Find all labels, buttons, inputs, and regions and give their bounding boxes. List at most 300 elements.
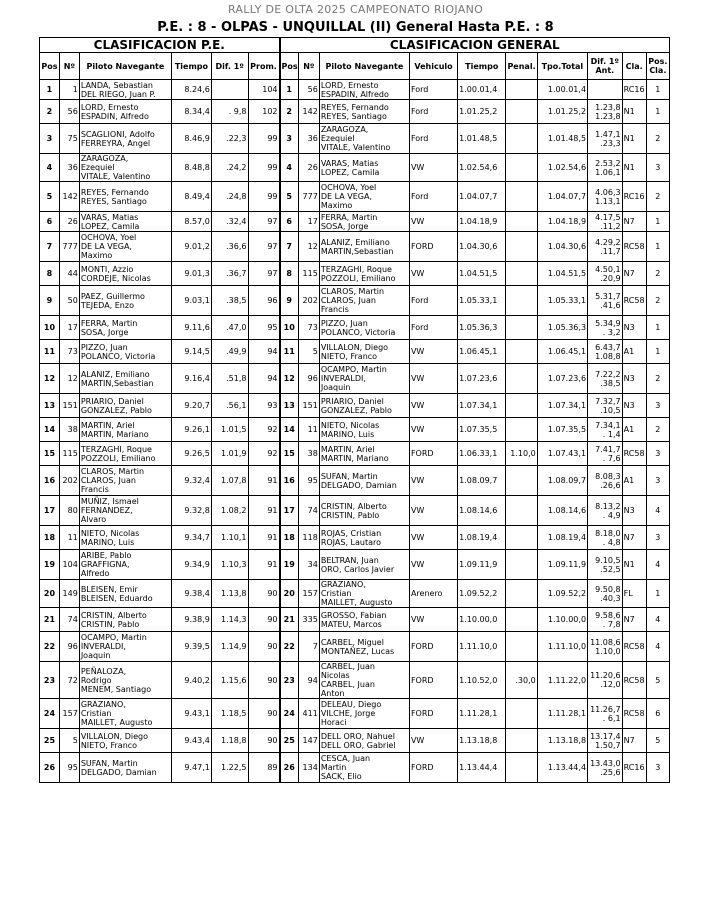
- gen-vehiculo: Ford: [409, 182, 457, 212]
- gen-tiempo: 1.04.30,6: [458, 232, 506, 262]
- gen-piloto: TERZAGHI, Roque POZZOLI, Emiliano: [319, 262, 409, 286]
- pe-num: 72: [59, 662, 79, 699]
- gen-total: 1.02.54,6: [537, 154, 587, 182]
- gen-num: 335: [298, 608, 319, 632]
- gen-vehiculo: FORD: [409, 232, 457, 262]
- table-row: [40, 442, 670, 466]
- pe-pos: 7: [40, 232, 60, 262]
- pe-dif: 1.22,5: [211, 753, 248, 783]
- pe-pos: 9: [40, 286, 60, 316]
- gen-total: 1.06.45,1: [537, 340, 587, 364]
- gen-num: 411: [298, 699, 319, 729]
- gen-total: 1.04.18,9: [537, 212, 587, 232]
- pe-tiempo: 9.34,7: [172, 526, 212, 550]
- pe-tiempo: 9.38,9: [172, 608, 212, 632]
- gen-tiempo: 1.04.07,7: [458, 182, 506, 212]
- gen-num: 157: [298, 580, 319, 608]
- col-dif-ant: Dif. 1º Ant.: [588, 53, 623, 80]
- pe-tiempo: 8.48,8: [172, 154, 212, 182]
- col-dif1: Dif. 1º: [211, 53, 248, 80]
- gen-vehiculo: Ford: [409, 286, 457, 316]
- gen-tiempo: 1.08.14,6: [458, 496, 506, 526]
- gen-tiempo: 1.09.52,2: [458, 580, 506, 608]
- gen-penal: [506, 232, 537, 262]
- gen-dif-ant: 11.26,7 . 6,1: [588, 699, 623, 729]
- gen-penal: [506, 262, 537, 286]
- gen-num: 73: [298, 316, 319, 340]
- pe-pos: 6: [40, 212, 60, 232]
- pe-tiempo: 8.24,6: [172, 80, 212, 100]
- pe-pos: 14: [40, 418, 60, 442]
- gen-pos-cla: 2: [646, 364, 669, 394]
- pe-num: 75: [59, 124, 79, 154]
- pe-piloto: BLEISEN, Emir BLEISEN, Eduardo: [79, 580, 171, 608]
- section-pe-header: CLASIFICACION P.E.: [40, 38, 280, 53]
- pe-dif: 1.07,8: [211, 466, 248, 496]
- gen-total: 1.07.23,6: [537, 364, 587, 394]
- pe-dif: .24,8: [211, 182, 248, 212]
- pe-num: 202: [59, 466, 79, 496]
- gen-total: 1.09.11,9: [537, 550, 587, 580]
- pe-pos: 13: [40, 394, 60, 418]
- gen-num: 151: [298, 394, 319, 418]
- col-vehiculo: Vehiculo: [409, 53, 457, 80]
- gen-piloto: GROSSO, Fabian MATEU, Marcos: [319, 608, 409, 632]
- gen-tiempo: 1.04.18,9: [458, 212, 506, 232]
- gen-penal: [506, 286, 537, 316]
- pe-dif: .24,2: [211, 154, 248, 182]
- col-piloto: Piloto Navegante: [79, 53, 171, 80]
- pe-dif: 1.14,3: [211, 608, 248, 632]
- pe-tiempo: 9.01,2: [172, 232, 212, 262]
- pe-prom: 102: [248, 100, 280, 124]
- pe-pos: 16: [40, 466, 60, 496]
- gen-dif-ant: 7.34,1 . 1,4: [588, 418, 623, 442]
- gen-penal: [506, 729, 537, 753]
- gen-tiempo: 1.04.51,5: [458, 262, 506, 286]
- pe-dif: .51,8: [211, 364, 248, 394]
- gen-penal: [506, 608, 537, 632]
- gen-dif-ant: 2.53,2 1.06,1: [588, 154, 623, 182]
- gen-vehiculo: VW: [409, 550, 457, 580]
- pe-pos: 20: [40, 580, 60, 608]
- pe-piloto: OCHOVA, Yoel DE LA VEGA, Maximo: [79, 232, 171, 262]
- gen-cla: N7: [622, 212, 646, 232]
- pe-num: 17: [59, 316, 79, 340]
- gen-pos-cla: 1: [646, 340, 669, 364]
- gen-cla: N7: [622, 729, 646, 753]
- gen-tiempo: 1.02.54,6: [458, 154, 506, 182]
- gen-pos-cla: 3: [646, 526, 669, 550]
- pe-pos: 25: [40, 729, 60, 753]
- pe-tiempo: 9.47,1: [172, 753, 212, 783]
- gen-penal: [506, 182, 537, 212]
- gen-penal: [506, 632, 537, 662]
- gen-vehiculo: Ford: [409, 80, 457, 100]
- gen-cla: N3: [622, 364, 646, 394]
- pe-dif: 1.18,5: [211, 699, 248, 729]
- gen-cla: A1: [622, 418, 646, 442]
- gen-tiempo: 1.08.09,7: [458, 466, 506, 496]
- gen-num: 147: [298, 729, 319, 753]
- pe-dif: 1.15,6: [211, 662, 248, 699]
- gen-penal: [506, 526, 537, 550]
- gen-penal: [506, 100, 537, 124]
- table-row: [40, 550, 670, 580]
- gen-total: 1.00.01,4: [537, 80, 587, 100]
- pe-prom: 93: [248, 394, 280, 418]
- pe-tiempo: 9.40,2: [172, 662, 212, 699]
- gen-pos-cla: 4: [646, 632, 669, 662]
- gen-cla: N3: [622, 316, 646, 340]
- pe-dif: 1.01,5: [211, 418, 248, 442]
- gen-pos: 20: [280, 580, 299, 608]
- pe-piloto: TERZAGHI, Roque POZZOLI, Emiliano: [79, 442, 171, 466]
- pe-num: 74: [59, 608, 79, 632]
- gen-pos-cla: 3: [646, 442, 669, 466]
- pe-num: 95: [59, 753, 79, 783]
- gen-total: 1.08.14,6: [537, 496, 587, 526]
- pe-pos: 2: [40, 100, 60, 124]
- gen-pos-cla: 2: [646, 286, 669, 316]
- pe-dif: 1.08,2: [211, 496, 248, 526]
- gen-tiempo: 1.01.25,2: [458, 100, 506, 124]
- gen-pos-cla: 4: [646, 608, 669, 632]
- pe-pos: 22: [40, 632, 60, 662]
- col-gen-pos: Pos: [280, 53, 299, 80]
- gen-num: 34: [298, 550, 319, 580]
- gen-dif-ant: 7.22,2 .38,5: [588, 364, 623, 394]
- gen-dif-ant: 5.34,9 . 3,2: [588, 316, 623, 340]
- gen-piloto: NIETO, Nicolas MARINO, Luis: [319, 418, 409, 442]
- pe-prom: 91: [248, 466, 280, 496]
- stage-subtitle: P.E. : 8 - OLPAS - UNQUILLAL (II) General Hasta P.E. : 8: [157, 20, 554, 35]
- pe-piloto: REYES, Fernando REYES, Santiago: [79, 182, 171, 212]
- gen-piloto: MARTIN, Ariel MARTIN, Mariano: [319, 442, 409, 466]
- table-row: [40, 526, 670, 550]
- event-title: RALLY DE OLTA 2025 CAMPEONATO RIOJANO: [227, 3, 484, 16]
- col-gen-piloto: Piloto Navegante: [319, 53, 409, 80]
- pe-dif: .32,4: [211, 212, 248, 232]
- gen-penal: [506, 466, 537, 496]
- pe-pos: 8: [40, 262, 60, 286]
- gen-total: 1.11.22,0: [537, 662, 587, 699]
- pe-prom: 90: [248, 699, 280, 729]
- gen-pos-cla: 1: [646, 100, 669, 124]
- col-penal: Penal.: [506, 53, 537, 80]
- pe-piloto: ARIBE, Pablo GRAFFIGNA, Alfredo: [79, 550, 171, 580]
- pe-prom: 94: [248, 364, 280, 394]
- gen-penal: [506, 80, 537, 100]
- pe-prom: 90: [248, 580, 280, 608]
- gen-penal: [506, 699, 537, 729]
- pe-prom: 99: [248, 154, 280, 182]
- gen-vehiculo: FORD: [409, 662, 457, 699]
- gen-penal: .30,0: [506, 662, 537, 699]
- gen-dif-ant: 11.20,6 .12,0: [588, 662, 623, 699]
- gen-pos: 25: [280, 729, 299, 753]
- pe-prom: 90: [248, 662, 280, 699]
- gen-pos: 7: [280, 232, 299, 262]
- pe-dif: 1.10,1: [211, 526, 248, 550]
- gen-dif-ant: 6.43,7 1.08,8: [588, 340, 623, 364]
- pe-pos: 12: [40, 364, 60, 394]
- pe-prom: 90: [248, 608, 280, 632]
- section-general-header: CLASIFICACION GENERAL: [280, 38, 670, 53]
- gen-total: 1.04.51,5: [537, 262, 587, 286]
- table-row: [40, 608, 670, 632]
- pe-tiempo: 8.46,9: [172, 124, 212, 154]
- pe-prom: 92: [248, 418, 280, 442]
- gen-cla: N3: [622, 394, 646, 418]
- pe-piloto: CLAROS, Martin CLAROS, Juan Francis: [79, 466, 171, 496]
- pe-prom: 91: [248, 550, 280, 580]
- pe-prom: 99: [248, 182, 280, 212]
- pe-num: 96: [59, 632, 79, 662]
- gen-dif-ant: 4.17,5 .11,2: [588, 212, 623, 232]
- pe-pos: 24: [40, 699, 60, 729]
- gen-pos-cla: 3: [646, 394, 669, 418]
- pe-prom: 91: [248, 526, 280, 550]
- pe-tiempo: 8.49,4: [172, 182, 212, 212]
- results-table: [39, 37, 670, 783]
- pe-piloto: SUFAN, Martin DELGADO, Damian: [79, 753, 171, 783]
- gen-total: 1.08.09,7: [537, 466, 587, 496]
- pe-piloto: PAEZ, Guillermo TEJEDA, Enzo: [79, 286, 171, 316]
- table-row: [40, 394, 670, 418]
- gen-total: 1.13.18,8: [537, 729, 587, 753]
- gen-piloto: CRISTIN, Alberto CRISTIN, Pablo: [319, 496, 409, 526]
- gen-vehiculo: VW: [409, 496, 457, 526]
- gen-piloto: LORD, Ernesto ESPADIN, Alfredo: [319, 80, 409, 100]
- gen-cla: N1: [622, 100, 646, 124]
- pe-pos: 23: [40, 662, 60, 699]
- pe-prom: 99: [248, 124, 280, 154]
- gen-num: 142: [298, 100, 319, 124]
- gen-pos: 18: [280, 526, 299, 550]
- gen-num: 777: [298, 182, 319, 212]
- gen-vehiculo: VW: [409, 418, 457, 442]
- gen-piloto: VARAS, Matias LOPEZ, Camila: [319, 154, 409, 182]
- gen-pos-cla: 3: [646, 753, 669, 783]
- pe-pos: 26: [40, 753, 60, 783]
- gen-pos-cla: 4: [646, 550, 669, 580]
- pe-tiempo: 9.14,5: [172, 340, 212, 364]
- gen-pos: 26: [280, 753, 299, 783]
- gen-penal: [506, 753, 537, 783]
- gen-pos-cla: 1: [646, 580, 669, 608]
- table-row: [40, 316, 670, 340]
- pe-num: 12: [59, 364, 79, 394]
- pe-tiempo: 9.43,4: [172, 729, 212, 753]
- table-row: [40, 212, 670, 232]
- gen-pos-cla: 1: [646, 316, 669, 340]
- gen-piloto: GRAZIANO, Cristian MAILLET, Augusto: [319, 580, 409, 608]
- gen-tiempo: 1.05.33,1: [458, 286, 506, 316]
- table-row: [40, 124, 670, 154]
- col-pos: Pos: [40, 53, 60, 80]
- pe-tiempo: 9.20,7: [172, 394, 212, 418]
- pe-pos: 11: [40, 340, 60, 364]
- pe-pos: 1: [40, 80, 60, 100]
- pe-num: 11: [59, 526, 79, 550]
- pe-pos: 21: [40, 608, 60, 632]
- pe-prom: 97: [248, 212, 280, 232]
- gen-dif-ant: 4.06,3 1.13,1: [588, 182, 623, 212]
- gen-pos-cla: 6: [646, 699, 669, 729]
- gen-tiempo: 1.00.01,4: [458, 80, 506, 100]
- gen-vehiculo: VW: [409, 262, 457, 286]
- gen-penal: 1.10,0: [506, 442, 537, 466]
- gen-pos: 2: [280, 100, 299, 124]
- gen-tiempo: 1.13.44,4: [458, 753, 506, 783]
- col-cla: Cla.: [622, 53, 646, 80]
- gen-vehiculo: FORD: [409, 632, 457, 662]
- pe-piloto: OCAMPO, Martin INVERALDI, Joaquin: [79, 632, 171, 662]
- gen-tiempo: 1.13.18,8: [458, 729, 506, 753]
- gen-piloto: BELTRAN, Juan ORO, Carlos Javier: [319, 550, 409, 580]
- pe-piloto: VILLALON, Diego NIETO, Franco: [79, 729, 171, 753]
- pe-piloto: CRISTIN, Alberto CRISTIN, Pablo: [79, 608, 171, 632]
- gen-pos: 16: [280, 466, 299, 496]
- gen-tiempo: 1.07.34,1: [458, 394, 506, 418]
- gen-pos-cla: 3: [646, 466, 669, 496]
- gen-pos: 1: [280, 80, 299, 100]
- pe-tiempo: 9.34,9: [172, 550, 212, 580]
- table-row: [40, 632, 670, 662]
- gen-num: 17: [298, 212, 319, 232]
- col-tiempo: Tiempo: [172, 53, 212, 80]
- pe-piloto: PEÑALOZA, Rodrigo MENEM, Santiago: [79, 662, 171, 699]
- gen-total: 1.05.36,3: [537, 316, 587, 340]
- gen-vehiculo: VW: [409, 466, 457, 496]
- gen-pos: 3: [280, 124, 299, 154]
- gen-dif-ant: 1.23,8 1.23,8: [588, 100, 623, 124]
- gen-penal: [506, 124, 537, 154]
- pe-dif: .36,7: [211, 262, 248, 286]
- gen-cla: N1: [622, 124, 646, 154]
- gen-pos-cla: 2: [646, 124, 669, 154]
- gen-piloto: ZARAGOZA, Ezequiel VITALE, Valentino: [319, 124, 409, 154]
- gen-tiempo: 1.10.00,0: [458, 608, 506, 632]
- pe-prom: 95: [248, 316, 280, 340]
- gen-dif-ant: 9.50,8 .40,3: [588, 580, 623, 608]
- gen-cla: N7: [622, 526, 646, 550]
- pe-piloto: PIZZO, Juan POLANCO, Victoria: [79, 340, 171, 364]
- gen-dif-ant: 9.10,5 .52,5: [588, 550, 623, 580]
- pe-dif: 1.13,8: [211, 580, 248, 608]
- col-num: Nº: [59, 53, 79, 80]
- table-row: [40, 729, 670, 753]
- gen-total: 1.07.43,1: [537, 442, 587, 466]
- table-row: [40, 100, 670, 124]
- pe-num: 44: [59, 262, 79, 286]
- pe-dif: 1.18,8: [211, 729, 248, 753]
- pe-prom: 92: [248, 442, 280, 466]
- gen-pos: 23: [280, 662, 299, 699]
- gen-total: 1.13.44,4: [537, 753, 587, 783]
- table-row: [40, 418, 670, 442]
- gen-pos: 12: [280, 364, 299, 394]
- gen-tiempo: 1.07.23,6: [458, 364, 506, 394]
- gen-penal: [506, 394, 537, 418]
- gen-penal: [506, 316, 537, 340]
- table-row: [40, 496, 670, 526]
- pe-piloto: NIETO, Nicolas MARINO, Luis: [79, 526, 171, 550]
- gen-piloto: VILLALON, Diego NIETO, Franco: [319, 340, 409, 364]
- pe-num: 36: [59, 154, 79, 182]
- pe-prom: 90: [248, 632, 280, 662]
- pe-prom: 104: [248, 80, 280, 100]
- gen-vehiculo: FORD: [409, 442, 457, 466]
- pe-dif: .36,6: [211, 232, 248, 262]
- gen-num: 96: [298, 364, 319, 394]
- gen-pos: 21: [280, 608, 299, 632]
- gen-tiempo: 1.06.45,1: [458, 340, 506, 364]
- pe-dif: .22,3: [211, 124, 248, 154]
- gen-num: 26: [298, 154, 319, 182]
- gen-piloto: REYES, Fernando REYES, Santiago: [319, 100, 409, 124]
- pe-piloto: SCAGLIONI, Adolfo FERREYRA, Angel: [79, 124, 171, 154]
- pe-tiempo: 9.01,3: [172, 262, 212, 286]
- pe-piloto: MARTIN, Ariel MARTIN, Mariano: [79, 418, 171, 442]
- gen-piloto: DELEAU, Diego VILCHE, Jorge Horaci: [319, 699, 409, 729]
- pe-piloto: GRAZIANO, Cristian MAILLET, Augusto: [79, 699, 171, 729]
- gen-piloto: CARBEL, Miguel MONTAÑEZ, Lucas: [319, 632, 409, 662]
- gen-dif-ant: 13.17,4 1.50,7: [588, 729, 623, 753]
- table-row: [40, 232, 670, 262]
- pe-num: 149: [59, 580, 79, 608]
- gen-vehiculo: VW: [409, 526, 457, 550]
- gen-pos: 10: [280, 316, 299, 340]
- pe-num: 26: [59, 212, 79, 232]
- gen-vehiculo: VW: [409, 340, 457, 364]
- gen-cla: N1: [622, 154, 646, 182]
- table-row: [40, 364, 670, 394]
- gen-tiempo: 1.11.28,1: [458, 699, 506, 729]
- pe-tiempo: 9.16,4: [172, 364, 212, 394]
- pe-prom: 96: [248, 286, 280, 316]
- gen-penal: [506, 340, 537, 364]
- gen-cla: RC16: [622, 182, 646, 212]
- pe-piloto: LANDA, Sebastian DEL RIEGO, Juan P.: [79, 80, 171, 100]
- pe-pos: 19: [40, 550, 60, 580]
- pe-prom: 90: [248, 729, 280, 753]
- pe-num: 50: [59, 286, 79, 316]
- pe-tiempo: 9.38,4: [172, 580, 212, 608]
- gen-cla: RC58: [622, 699, 646, 729]
- pe-prom: 94: [248, 340, 280, 364]
- gen-penal: [506, 154, 537, 182]
- gen-cla: FL: [622, 580, 646, 608]
- col-gen-tiempo: Tiempo: [458, 53, 506, 80]
- pe-pos: 18: [40, 526, 60, 550]
- gen-pos-cla: 5: [646, 729, 669, 753]
- gen-total: 1.04.07,7: [537, 182, 587, 212]
- gen-dif-ant: 13.43,0 .25,6: [588, 753, 623, 783]
- gen-total: 1.01.25,2: [537, 100, 587, 124]
- gen-pos: 11: [280, 340, 299, 364]
- table-row: [40, 154, 670, 182]
- gen-total: 1.10.00,0: [537, 608, 587, 632]
- gen-cla: N1: [622, 550, 646, 580]
- table-row: [40, 340, 670, 364]
- pe-dif: . 9,8: [211, 100, 248, 124]
- table-row: [40, 466, 670, 496]
- pe-piloto: PRIARIO, Daniel GONZALEZ, Pablo: [79, 394, 171, 418]
- gen-piloto: CESCA, Juan Martin SACK, Elio: [319, 753, 409, 783]
- gen-total: 1.11.28,1: [537, 699, 587, 729]
